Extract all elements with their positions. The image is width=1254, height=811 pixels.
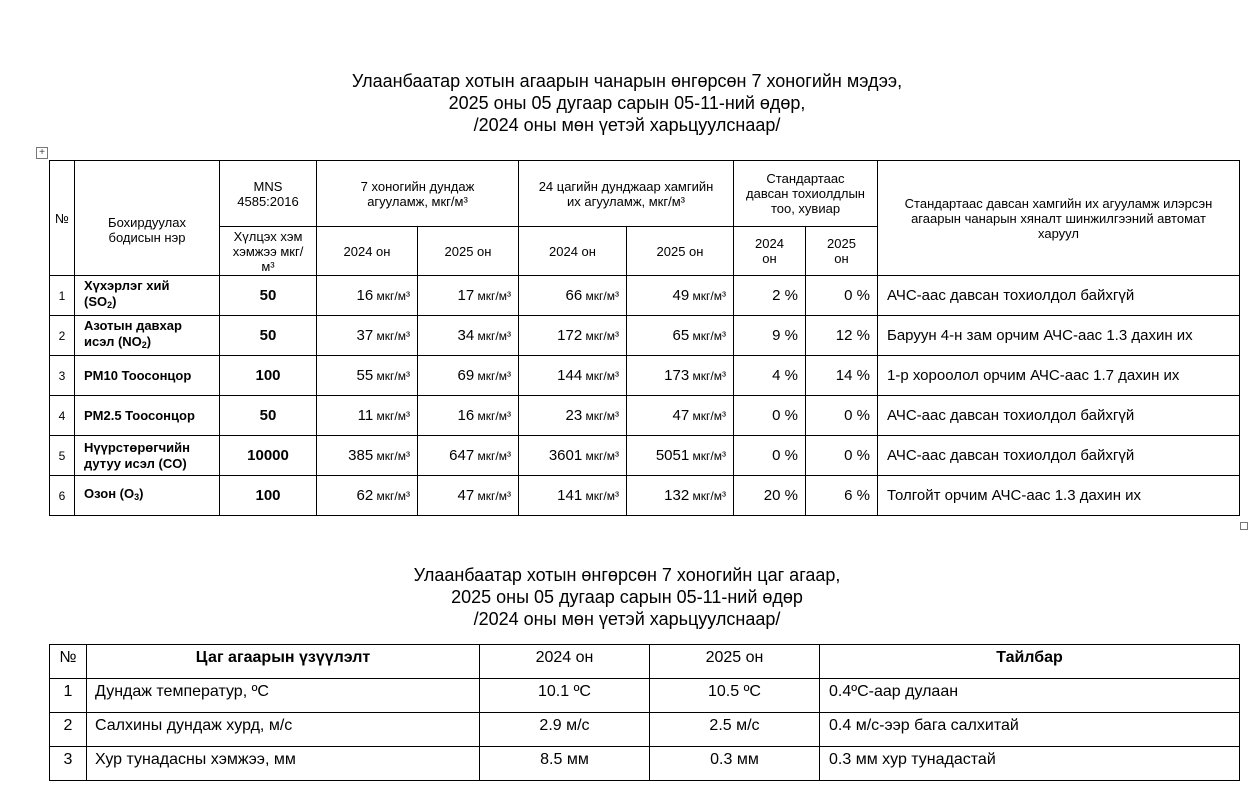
unit-label: мкг/м³ <box>477 409 511 423</box>
weather-value-2025: 2.5 м/с <box>650 713 820 747</box>
unit-label: мкг/м³ <box>585 409 619 423</box>
aq-value-cell <box>519 356 627 396</box>
pollutant-name <box>75 476 220 516</box>
limit-value: 50 <box>220 396 317 436</box>
aq-value: 69 <box>457 367 475 384</box>
weather-header-2024: 2024 он <box>480 645 650 679</box>
aq-value: 172 <box>557 327 583 344</box>
aq-value-cell <box>519 276 627 316</box>
aq-value: 47 <box>672 407 690 424</box>
header-avg-2024: 2024 он <box>317 227 418 276</box>
weather-row-no: 2 <box>50 713 87 747</box>
pollutant-name-part: ) <box>146 334 152 349</box>
aq-value: 141 <box>557 487 583 504</box>
air-quality-title-line: /2024 оны мөн үетэй харьцуулснаар/ <box>473 115 781 135</box>
aq-row-no: 5 <box>50 436 75 476</box>
aq-value: 49 <box>672 287 690 304</box>
aq-value-cell <box>627 276 734 316</box>
weather-row <box>50 679 1240 713</box>
aq-value-cell <box>519 476 627 516</box>
aq-value-cell <box>317 436 418 476</box>
aq-value: 62 <box>356 487 374 504</box>
pollutant-name-part: (SO <box>84 294 108 309</box>
weather-note: 0.4ºC-аар дулаан <box>820 679 1240 713</box>
unit-label: мкг/м³ <box>692 289 726 303</box>
pollutant-name-part: Хүхэрлэг хий <box>84 278 170 293</box>
table-resize-handle-icon[interactable] <box>1240 522 1248 530</box>
aq-value-cell <box>627 476 734 516</box>
unit-label: мкг/м³ <box>477 329 511 343</box>
weather-row-no: 3 <box>50 747 87 781</box>
pollutant-name-part: Озон (O <box>84 486 135 501</box>
aq-value-cell <box>519 396 627 436</box>
aq-value: 17 <box>457 287 475 304</box>
pollutant-name-part: Азотын давхар <box>84 318 182 333</box>
limit-value: 10000 <box>220 436 317 476</box>
weather-header-no: № <box>50 645 87 679</box>
weather-row-no: 1 <box>50 679 87 713</box>
aq-value: 55 <box>356 367 374 384</box>
weather-title-line: 2025 оны 05 дугаар сарын 05-11-ний өдөр <box>451 587 803 607</box>
weather-value-2024: 10.1 ºC <box>480 679 650 713</box>
aq-row <box>50 356 1240 396</box>
exceed-2024: 0 % <box>734 396 806 436</box>
exceed-2025: 0 % <box>806 276 878 316</box>
aq-value-cell <box>317 276 418 316</box>
limit-value: 50 <box>220 276 317 316</box>
table-move-handle-icon[interactable]: + <box>36 147 48 159</box>
header-exceed-2025-label: 2025 он <box>827 236 856 266</box>
weather-indicator: Салхины дундаж хурд, м/с <box>87 713 480 747</box>
pollutant-name <box>75 396 220 436</box>
weather-table <box>49 644 1240 781</box>
aq-value: 385 <box>348 447 374 464</box>
aq-value-cell <box>519 316 627 356</box>
unit-label: мкг/м³ <box>585 289 619 303</box>
aq-value: 23 <box>565 407 583 424</box>
unit-label: мкг/м³ <box>585 449 619 463</box>
aq-value: 5051 <box>655 447 690 464</box>
air-quality-title-line: 2025 оны 05 дугаар сарын 05-11-ний өдөр, <box>448 93 806 113</box>
weather-title-line: /2024 оны мөн үетэй харьцуулснаар/ <box>473 609 781 629</box>
station-result: Толгойт орчим АЧС-аас 1.3 дахин их <box>878 476 1240 516</box>
aq-value: 34 <box>457 327 475 344</box>
header-max-2025: 2025 он <box>627 227 734 276</box>
aq-row-no: 2 <box>50 316 75 356</box>
header-limit <box>220 227 317 276</box>
aq-value: 173 <box>664 367 690 384</box>
weather-title <box>0 564 1254 630</box>
aq-value-cell <box>627 436 734 476</box>
pollutant-name-part: PM2.5 Тоосонцор <box>84 407 195 423</box>
unit-label: мкг/м³ <box>376 289 410 303</box>
air-quality-table <box>49 160 1240 516</box>
aq-value-cell <box>418 356 519 396</box>
unit-label: мкг/м³ <box>376 409 410 423</box>
exceed-2025: 0 % <box>806 436 878 476</box>
exceed-2024: 0 % <box>734 436 806 476</box>
aq-value-cell <box>519 436 627 476</box>
header-result <box>878 161 1240 276</box>
pollutant-name-part: исэл (NO <box>84 334 142 349</box>
station-result: АЧС-аас давсан тохиолдол байхгүй <box>878 396 1240 436</box>
unit-label: мкг/м³ <box>477 369 511 383</box>
pollutant-subscript: 2 <box>107 300 113 310</box>
unit-label: мкг/м³ <box>477 289 511 303</box>
header-avg7 <box>317 161 519 227</box>
pollutant-name <box>75 436 220 476</box>
weather-header-indicator: Цаг агаарын үзүүлэлт <box>87 645 480 679</box>
unit-label: мкг/м³ <box>585 369 619 383</box>
weather-row <box>50 713 1240 747</box>
station-result: 1-р хороолол орчим АЧС-аас 1.7 дахин их <box>878 356 1240 396</box>
header-max24-label: 24 цагийн дунджаар хамгийн их агууламж, мкг/м³ <box>538 178 714 209</box>
aq-value: 37 <box>356 327 374 344</box>
unit-label: мкг/м³ <box>376 329 410 343</box>
limit-value: 50 <box>220 316 317 356</box>
aq-value: 16 <box>457 407 475 424</box>
aq-row-no: 6 <box>50 476 75 516</box>
unit-label: мкг/м³ <box>692 489 726 503</box>
aq-value-cell <box>418 436 519 476</box>
header-exceed-2024-label: 2024 он <box>755 236 784 266</box>
aq-row <box>50 276 1240 316</box>
aq-value: 47 <box>457 487 475 504</box>
pollutant-name-part: дутуу исэл (CO) <box>84 455 187 471</box>
exceed-2025: 6 % <box>806 476 878 516</box>
aq-row <box>50 316 1240 356</box>
header-limit-label: Хүлцэх хэм хэмжээ мкг/м³ <box>232 228 304 274</box>
header-exceed-2024 <box>734 227 806 276</box>
unit-label: мкг/м³ <box>692 329 726 343</box>
aq-value-cell <box>317 396 418 436</box>
station-result: АЧС-аас давсан тохиолдол байхгүй <box>878 276 1240 316</box>
exceed-2025: 12 % <box>806 316 878 356</box>
pollutant-name-part: PM10 Тоосонцор <box>84 367 192 383</box>
aq-row-no: 4 <box>50 396 75 436</box>
header-exceed-label: Стандартаас давсан тохиолдлын тоо, хувиар <box>746 171 865 216</box>
unit-label: мкг/м³ <box>585 329 619 343</box>
exceed-2024: 9 % <box>734 316 806 356</box>
weather-value-2025: 0.3 мм <box>650 747 820 781</box>
aq-value: 647 <box>449 447 475 464</box>
exceed-2024: 4 % <box>734 356 806 396</box>
aq-row <box>50 396 1240 436</box>
unit-label: мкг/м³ <box>692 369 726 383</box>
pollutant-subscript: 2 <box>141 340 147 350</box>
pollutant-name-part: Нүүрстөрөгчийн <box>84 439 191 455</box>
pollutant-subscript: 3 <box>134 492 140 502</box>
unit-label: мкг/м³ <box>376 449 410 463</box>
exceed-2024: 20 % <box>734 476 806 516</box>
weather-row <box>50 747 1240 781</box>
weather-title-line: Улаанбаатар хотын өнгөрсөн 7 хоногийн цаг агаар, <box>413 565 841 585</box>
exceed-2024: 2 % <box>734 276 806 316</box>
unit-label: мкг/м³ <box>376 369 410 383</box>
header-max24 <box>519 161 734 227</box>
header-avg-2025: 2025 он <box>418 227 519 276</box>
air-quality-title-line: Улаанбаатар хотын агаарын чанарын өнгөрсөн 7 хоногийн мэдээ, <box>351 71 903 91</box>
weather-value-2024: 2.9 м/с <box>480 713 650 747</box>
header-mns <box>220 161 317 227</box>
header-max-2024: 2024 он <box>519 227 627 276</box>
aq-value: 16 <box>356 287 374 304</box>
unit-label: мкг/м³ <box>477 489 511 503</box>
aq-value-cell <box>418 396 519 436</box>
weather-header-2025: 2025 он <box>650 645 820 679</box>
exceed-2025: 14 % <box>806 356 878 396</box>
header-result-label: Стандартаас давсан хамгийн их агууламж илэрсэн агаарын чанарын хяналт шинжилгээний автомат харуул <box>904 195 1213 241</box>
header-avg7-label: 7 хоногийн дундаж агууламж, мкг/м³ <box>360 178 475 209</box>
unit-label: мкг/м³ <box>376 489 410 503</box>
weather-note: 0.3 мм хур тунадастай <box>820 747 1240 781</box>
pollutant-name <box>75 356 220 396</box>
aq-value: 3601 <box>548 447 583 464</box>
weather-header-note: Тайлбар <box>820 645 1240 679</box>
pollutant-name <box>75 276 220 316</box>
exceed-2025: 0 % <box>806 396 878 436</box>
limit-value: 100 <box>220 356 317 396</box>
weather-indicator: Хур тунадасны хэмжээ, мм <box>87 747 480 781</box>
aq-value-cell <box>317 476 418 516</box>
weather-note: 0.4 м/с-ээр бага салхитай <box>820 713 1240 747</box>
aq-value-cell <box>627 356 734 396</box>
aq-value: 65 <box>672 327 690 344</box>
aq-value: 132 <box>664 487 690 504</box>
limit-value: 100 <box>220 476 317 516</box>
aq-value-cell <box>418 316 519 356</box>
unit-label: мкг/м³ <box>692 449 726 463</box>
aq-row-no: 3 <box>50 356 75 396</box>
aq-value: 144 <box>557 367 583 384</box>
aq-value: 11 <box>357 407 374 424</box>
header-pollutant-label: Бохирдуулах бодисын нэр <box>108 215 186 245</box>
pollutant-name-part: ) <box>139 486 144 501</box>
aq-row <box>50 436 1240 476</box>
aq-row-no: 1 <box>50 276 75 316</box>
pollutant-name <box>75 316 220 356</box>
header-pollutant <box>75 161 220 276</box>
aq-value-cell <box>418 476 519 516</box>
aq-value-cell <box>627 396 734 436</box>
header-exceed <box>734 161 878 227</box>
station-result: АЧС-аас давсан тохиолдол байхгүй <box>878 436 1240 476</box>
unit-label: мкг/м³ <box>585 489 619 503</box>
unit-label: мкг/м³ <box>477 449 511 463</box>
header-exceed-2025 <box>806 227 878 276</box>
weather-indicator: Дундаж температур, ºC <box>87 679 480 713</box>
aq-value-cell <box>317 356 418 396</box>
aq-value: 66 <box>565 287 583 304</box>
header-no: № <box>50 161 75 276</box>
weather-value-2025: 10.5 ºC <box>650 679 820 713</box>
weather-value-2024: 8.5 мм <box>480 747 650 781</box>
pollutant-name-part: ) <box>112 294 117 309</box>
aq-value-cell <box>317 316 418 356</box>
aq-value-cell <box>627 316 734 356</box>
unit-label: мкг/м³ <box>692 409 726 423</box>
station-result: Баруун 4-н зам орчим АЧС-аас 1.3 дахин их <box>878 316 1240 356</box>
aq-row <box>50 476 1240 516</box>
aq-value-cell <box>418 276 519 316</box>
air-quality-title <box>0 70 1254 136</box>
header-mns-label: MNS 4585:2016 <box>237 178 299 209</box>
